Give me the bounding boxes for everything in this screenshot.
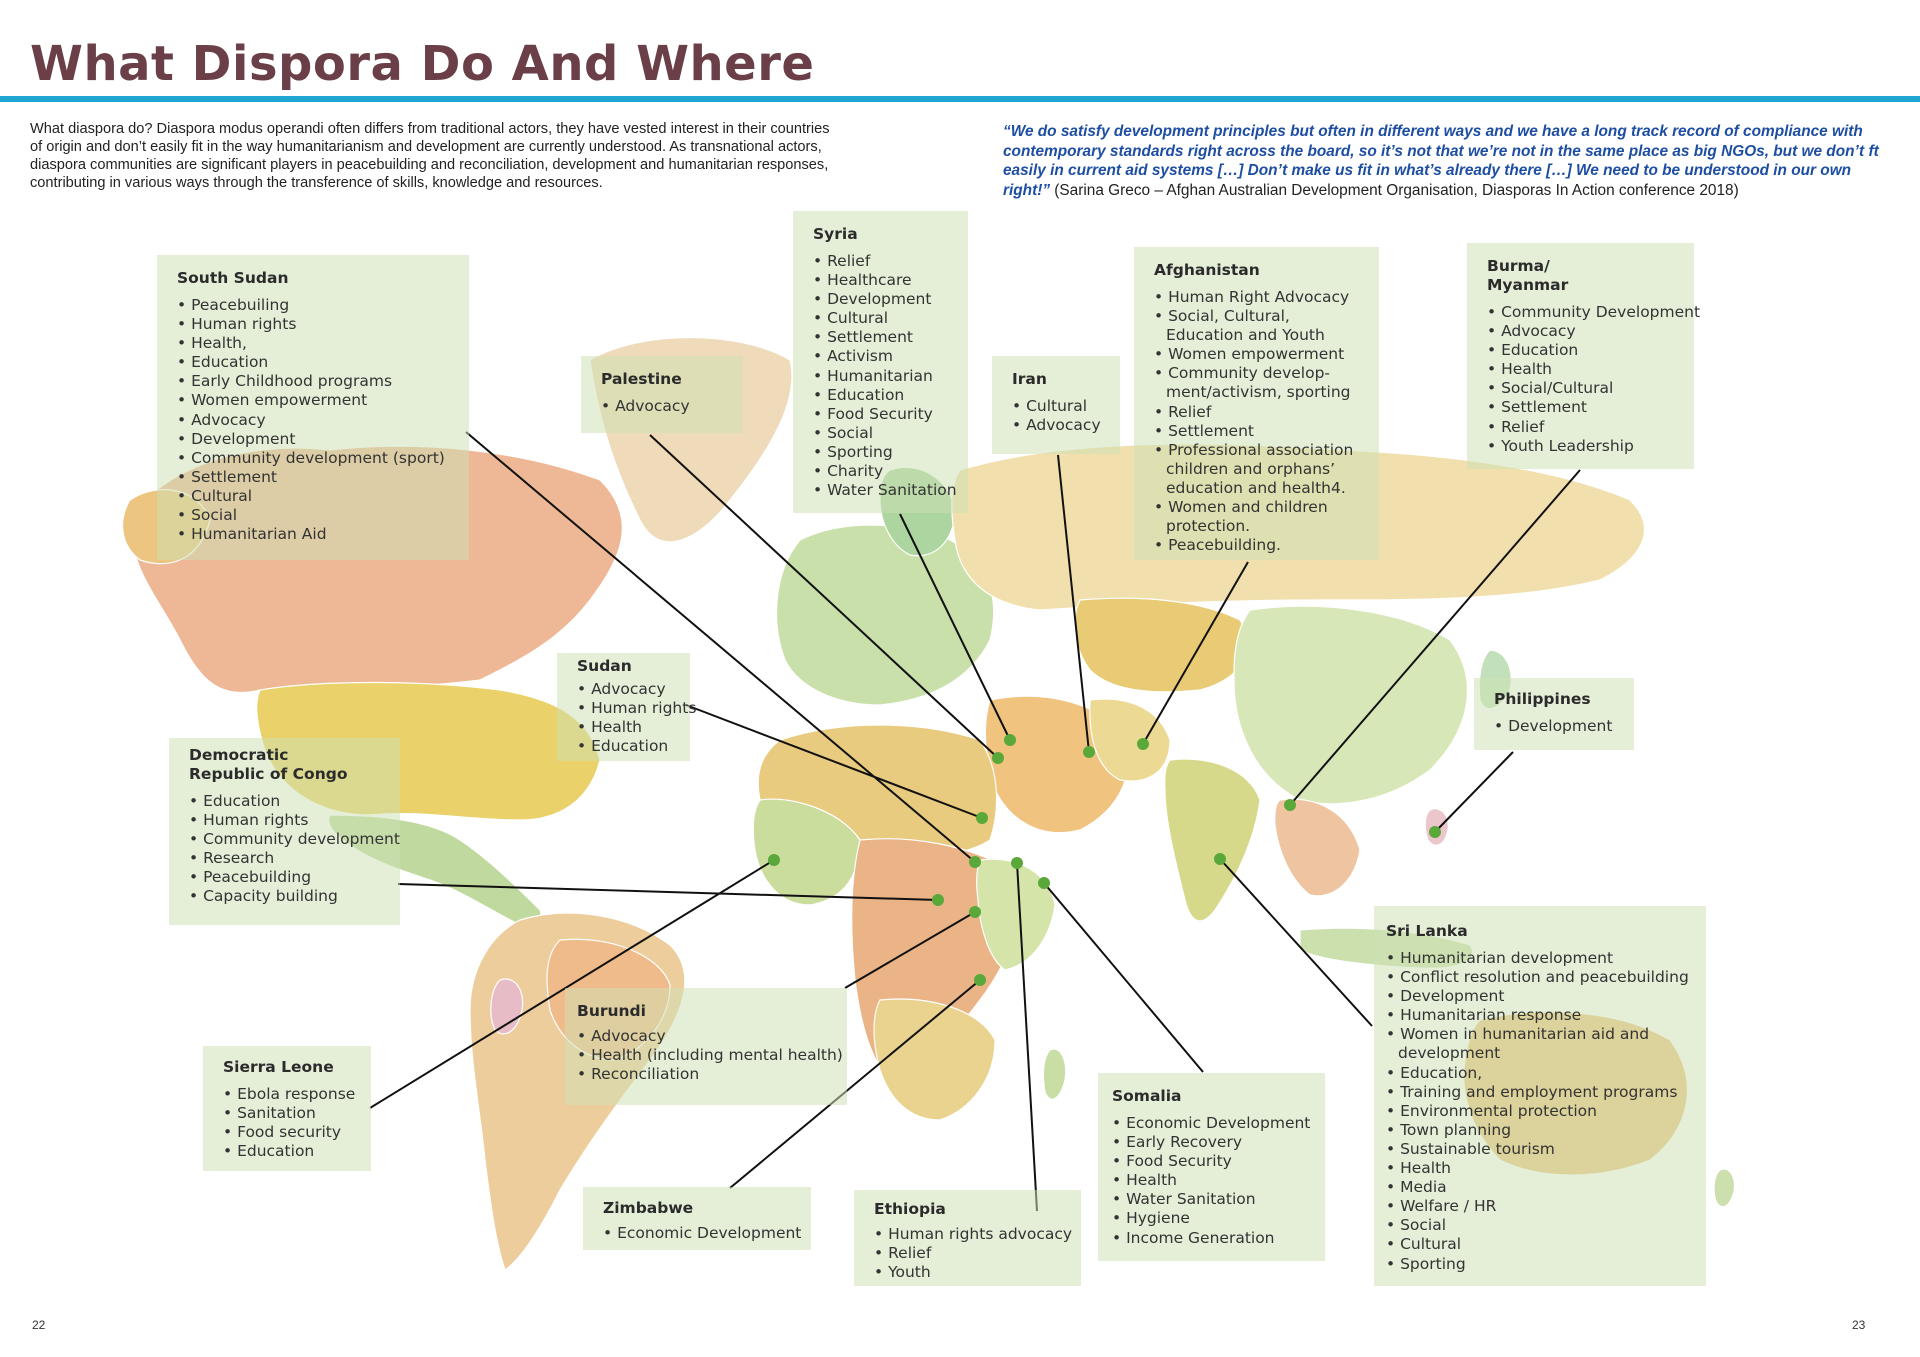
list-item: • Advocacy: [177, 411, 469, 430]
list-item: • Human rights: [177, 315, 469, 334]
list-item: • Human Right Advocacy: [1154, 288, 1379, 307]
country-box-sri-lanka: [1374, 906, 1706, 1286]
list-item: • Water Sanitation: [1112, 1190, 1325, 1209]
page-number-left: 22: [32, 1318, 46, 1332]
list-item: • Settlement: [177, 468, 469, 487]
country-box-iran: [992, 356, 1120, 454]
list-item: • Social: [177, 506, 469, 525]
list-item: • Hygiene: [1112, 1209, 1325, 1228]
marker-somalia: [1038, 877, 1050, 889]
marker-south-sudan: [969, 856, 981, 868]
activity-list: [1386, 949, 1706, 1274]
marker-ethiopia: [1011, 857, 1023, 869]
activity-list: [1487, 303, 1701, 456]
activity-list: [1494, 717, 1634, 736]
list-item: • Community develop-ment/activism, sporting: [1154, 364, 1379, 402]
list-item: • Peacebuiling: [177, 296, 469, 315]
list-item: • Human rights: [189, 811, 400, 830]
activity-list: [223, 1085, 371, 1161]
list-item: • Women and children protection.: [1154, 498, 1379, 536]
list-item: • Activism: [813, 347, 968, 366]
country-name: Sudan: [577, 657, 632, 675]
list-item: • Health,: [177, 334, 469, 353]
list-item: • Welfare / HR: [1386, 1197, 1706, 1216]
list-item: • Early Recovery: [1112, 1133, 1325, 1152]
country-box-syria: [793, 211, 968, 513]
list-item: • Women empowerment: [177, 391, 469, 410]
list-item: • Social: [1386, 1216, 1706, 1235]
list-item: • Relief: [1154, 403, 1379, 422]
list-item: • Health: [1487, 360, 1694, 379]
list-item: • Relief: [813, 252, 968, 271]
activity-list: [577, 1027, 847, 1084]
country-name: Sierra Leone: [223, 1058, 334, 1076]
country-box-zimbabwe: [583, 1187, 811, 1250]
country-box-sudan: [557, 653, 697, 761]
list-item: • Education: [1487, 341, 1694, 360]
list-item: • Settlement: [813, 328, 968, 347]
activity-list: [577, 680, 697, 756]
country-box-burma: [1467, 243, 1701, 469]
list-item: • Food Security: [1112, 1152, 1325, 1171]
country-box-drc: [169, 738, 400, 925]
list-item: • Community development: [189, 830, 400, 849]
list-item: • Education: [577, 737, 690, 756]
activity-list: [189, 792, 400, 907]
list-item: • Humanitarian development: [1386, 949, 1706, 968]
list-item: • Media: [1386, 1178, 1706, 1197]
marker-syria: [1004, 734, 1016, 746]
country-box-somalia: [1098, 1073, 1325, 1261]
list-item: • Social/Cultural: [1487, 379, 1694, 398]
connector-somalia: [1044, 883, 1203, 1072]
list-item: • Human rights: [577, 699, 690, 718]
list-item: • Economic Development: [1112, 1114, 1325, 1133]
list-item: • Cultural: [1012, 397, 1120, 416]
list-item: • Humanitarian Aid: [177, 525, 469, 544]
list-item: • Advocacy: [577, 1027, 847, 1046]
list-item: • Advocacy: [601, 397, 743, 416]
list-item: • Humanitarian: [813, 367, 968, 386]
list-item: • Professional association children and orphans’ education and health4.: [1154, 441, 1379, 498]
list-item: • Human rights advocacy: [874, 1225, 1081, 1244]
list-item: • Education: [189, 792, 400, 811]
country-box-philippines: [1474, 678, 1634, 750]
list-item: • Peacebuilding: [189, 868, 400, 887]
list-item: • Relief: [1487, 418, 1694, 437]
central-asia-shape: [1075, 598, 1248, 692]
activity-list: [1112, 1114, 1325, 1248]
activity-list: [603, 1224, 811, 1243]
list-item: • Youth Leadership: [1487, 437, 1694, 456]
list-item: • Sustainable tourism: [1386, 1140, 1706, 1159]
marker-burundi: [969, 906, 981, 918]
country-name: Afghanistan: [1154, 261, 1260, 279]
quote-text: “We do satisfy development principles but often in different ways and we have a long track record of compliance with contemporary standards right across the board, so it’s not that we’re not in the same place as big NGOs, but we don’t ft easily in current aid systems […] Don’t make us fit in what’s already there […] We need to be understood in our own right!”: [1003, 123, 1879, 199]
activity-list: [1154, 288, 1379, 555]
marker-sri-lanka: [1214, 853, 1226, 865]
list-item: • Environmental protection: [1386, 1102, 1706, 1121]
marker-iran: [1083, 746, 1095, 758]
list-item: • Education: [223, 1142, 371, 1161]
activity-list: [177, 296, 469, 544]
list-item: • Health: [1112, 1171, 1325, 1190]
activity-list: [874, 1225, 1081, 1282]
list-item: • Ebola response: [223, 1085, 371, 1104]
list-item: • Advocacy: [1487, 322, 1694, 341]
marker-burma: [1284, 799, 1296, 811]
marker-sierra-leone: [768, 854, 780, 866]
list-item: • Cultural: [813, 309, 968, 328]
marker-afghanistan: [1137, 738, 1149, 750]
activity-list: [1012, 397, 1120, 435]
list-item: • Economic Development: [603, 1224, 811, 1243]
list-item: • Water Sanitation: [813, 481, 968, 500]
page-title: What Dispora Do And Where: [30, 36, 815, 92]
list-item: • Research: [189, 849, 400, 868]
country-name: Democratic Republic of Congo: [189, 746, 348, 783]
page-number-right: 23: [1852, 1318, 1866, 1332]
southeast-asia-shape: [1275, 799, 1360, 896]
marker-philippines: [1429, 826, 1441, 838]
list-item: • Charity: [813, 462, 968, 481]
list-item: • Health (including mental health): [577, 1046, 847, 1065]
list-item: • Education: [177, 353, 469, 372]
list-item: • Education,: [1386, 1064, 1706, 1083]
list-item: • Development: [813, 290, 968, 309]
list-item: • Sporting: [1386, 1255, 1706, 1274]
activity-list: [601, 397, 743, 416]
list-item: • Humanitarian response: [1386, 1006, 1706, 1025]
country-box-sierra-leone: [203, 1046, 371, 1171]
list-item: • Food security: [223, 1123, 371, 1142]
list-item: • Sporting: [813, 443, 968, 462]
country-box-ethiopia: [854, 1190, 1081, 1286]
list-item: • Sanitation: [223, 1104, 371, 1123]
list-item: • Reconciliation: [577, 1065, 847, 1084]
activity-list: [813, 252, 968, 500]
marker-sudan: [976, 812, 988, 824]
list-item: • Community Development: [1487, 303, 1694, 322]
country-box-palestine: [581, 356, 743, 433]
list-item: • Women empowerment: [1154, 345, 1379, 364]
country-box-burundi: [565, 988, 847, 1105]
list-item: • Capacity building: [189, 887, 400, 906]
list-item: • Advocacy: [1012, 416, 1120, 435]
list-item: • Cultural: [1386, 1235, 1706, 1254]
country-name: Philippines: [1494, 690, 1591, 708]
list-item: • Community development (sport): [177, 449, 469, 468]
country-name: Somalia: [1112, 1087, 1182, 1105]
country-name: Ethiopia: [874, 1200, 946, 1218]
india-shape: [1165, 759, 1260, 921]
list-item: • Social: [813, 424, 968, 443]
country-box-afghanistan: [1134, 247, 1379, 560]
new-zealand-shape: [1714, 1169, 1734, 1207]
list-item: • Peacebuilding.: [1154, 536, 1379, 555]
list-item: • Social, Cultural, Education and Youth: [1154, 307, 1379, 345]
list-item: • Early Childhood programs: [177, 372, 469, 391]
country-name: Syria: [813, 225, 858, 243]
list-item: • Health: [1386, 1159, 1706, 1178]
list-item: • Advocacy: [577, 680, 690, 699]
list-item: • Education: [813, 386, 968, 405]
list-item: • Development: [177, 430, 469, 449]
list-item: • Development: [1386, 987, 1706, 1006]
list-item: • Cultural: [177, 487, 469, 506]
country-name: South Sudan: [177, 269, 289, 287]
marker-palestine: [992, 752, 1004, 764]
list-item: • Health: [577, 718, 690, 737]
list-item: • Training and employment programs: [1386, 1083, 1706, 1102]
country-box-south-sudan: [157, 255, 469, 560]
list-item: • Youth: [874, 1263, 1081, 1282]
country-name: Zimbabwe: [603, 1199, 694, 1217]
country-name: Burundi: [577, 1002, 646, 1020]
china-shape: [1234, 606, 1467, 804]
country-name: Palestine: [601, 370, 682, 388]
country-name: Burma/ Myanmar: [1487, 257, 1569, 294]
connector-philippines: [1435, 752, 1513, 832]
list-item: • Healthcare: [813, 271, 968, 290]
marker-zimbabwe: [974, 974, 986, 986]
list-item: • Income Generation: [1112, 1229, 1325, 1248]
list-item: • Relief: [874, 1244, 1081, 1263]
country-name: Sri Lanka: [1386, 922, 1468, 940]
list-item: • Settlement: [1487, 398, 1694, 417]
list-item: • Food Security: [813, 405, 968, 424]
marker-drc: [932, 894, 944, 906]
list-item: • Conflict resolution and peacebuilding: [1386, 968, 1706, 987]
quote-attribution: (Sarina Greco – Afghan Australian Development Organisation, Diasporas In Action conference 2018): [1050, 181, 1739, 199]
list-item: • Town planning: [1386, 1121, 1706, 1140]
madagascar-shape: [1043, 1049, 1065, 1099]
list-item: • Settlement: [1154, 422, 1379, 441]
list-item: • Women in humanitarian aid and development: [1386, 1025, 1706, 1063]
list-item: • Development: [1494, 717, 1634, 736]
country-name: Iran: [1012, 370, 1047, 388]
intro-paragraph: What diaspora do? Diaspora modus operandi often differs from traditional actors, they have vested interest in their countries of origin and don’t easily fit in the way humanitarianism and development are currently understood. As transnational actors, diaspora communities are significant players in peacebuilding and reconciliation, development and humanitarian responses, contributing in various ways through the transference of skills, knowledge and resources.: [30, 121, 830, 191]
